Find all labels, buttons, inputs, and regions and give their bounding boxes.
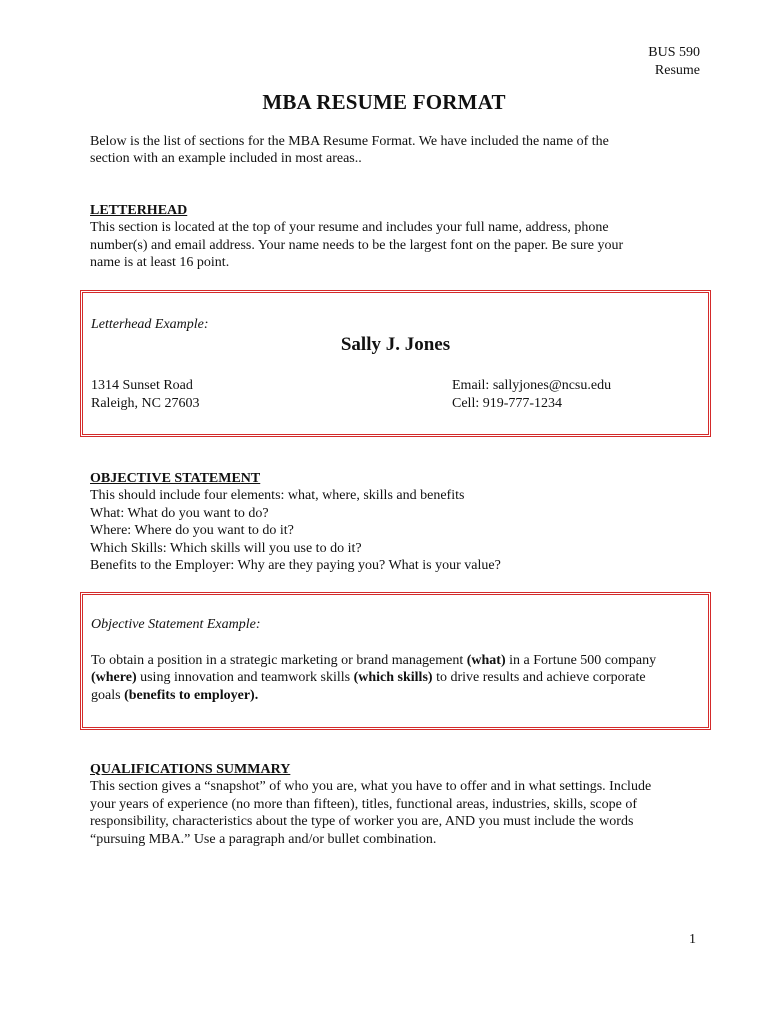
bold-run: (where)	[91, 670, 137, 686]
letterhead-example-box	[80, 290, 711, 437]
example-cell: Cell: 919-777-1234	[452, 396, 563, 411]
objective-example-label: Objective Statement Example:	[91, 617, 261, 632]
address-line: Raleigh, NC 27603	[91, 396, 200, 411]
letterhead-line: number(s) and email address. Your name needs to be the largest font on the paper. Be sure your	[90, 237, 624, 253]
example-name: Sally J. Jones	[340, 334, 451, 355]
text-run: To obtain a position in a strategic marketing or brand management	[91, 653, 467, 668]
objective-line: Where: Where do you want to do it?	[90, 523, 294, 539]
example-address	[91, 377, 200, 413]
qualifications-line: your years of experience (no more than fifteen), titles, functional areas, industries, skills, scope of	[90, 796, 637, 812]
text-run: in a Fortune 500 company	[505, 653, 657, 668]
objective-example-box	[80, 592, 711, 730]
example-email: Email: sallyjones@ncsu.edu	[452, 378, 612, 393]
intro-paragraph	[90, 133, 700, 168]
qualifications-line: “pursuing MBA.” Use a paragraph and/or bullet combination.	[90, 831, 437, 847]
doc-type: Resume	[654, 63, 700, 78]
example-contact	[452, 377, 611, 413]
address-line: 1314 Sunset Road	[91, 378, 193, 393]
course-header	[648, 44, 700, 80]
bold-run: (benefits to employer).	[124, 687, 259, 703]
letterhead-heading: LETTERHEAD	[90, 203, 188, 218]
qualifications-line: responsibility, characteristics about the type of worker you are, AND you must include the words	[90, 814, 634, 830]
objective-heading: OBJECTIVE STATEMENT	[90, 471, 261, 486]
page-number: 1	[689, 932, 696, 947]
objective-line: Which Skills: Which skills will you use to do it?	[90, 540, 362, 556]
letterhead-section	[90, 202, 700, 272]
intro-line: Below is the list of sections for the MBA Resume Format. We have included the name of the	[90, 134, 609, 149]
letterhead-line: This section is located at the top of your resume and includes your full name, address, phone	[90, 220, 609, 236]
objective-section	[90, 470, 700, 574]
text-run: using innovation and teamwork skills	[136, 670, 354, 686]
text-run: to drive results and achieve corporate	[432, 670, 646, 686]
bold-run: (what)	[466, 653, 506, 668]
course-code: BUS 590	[648, 45, 700, 60]
objective-line: Benefits to the Employer: Why are they paying you? What is your value?	[90, 558, 501, 574]
objective-example-line	[91, 652, 706, 669]
page-title: MBA RESUME FORMAT	[262, 90, 506, 114]
objective-line: What: What do you want to do?	[90, 505, 269, 521]
qualifications-section	[90, 761, 700, 848]
qualifications-heading: QUALIFICATIONS SUMMARY	[90, 762, 291, 777]
intro-line: section with an example included in most areas..	[90, 151, 362, 167]
qualifications-line: This section gives a “snapshot” of who you are, what you have to offer and in what settings. Include	[90, 779, 652, 795]
text-run: goals	[91, 687, 125, 703]
objective-example-line	[91, 687, 706, 704]
objective-example-text	[91, 652, 706, 704]
objective-example-line	[91, 669, 706, 686]
bold-run: (which skills)	[353, 670, 433, 686]
objective-line: This should include four elements: what, where, skills and benefits	[90, 488, 465, 504]
letterhead-example-label: Letterhead Example:	[91, 317, 209, 332]
letterhead-line: name is at least 16 point.	[90, 255, 230, 271]
